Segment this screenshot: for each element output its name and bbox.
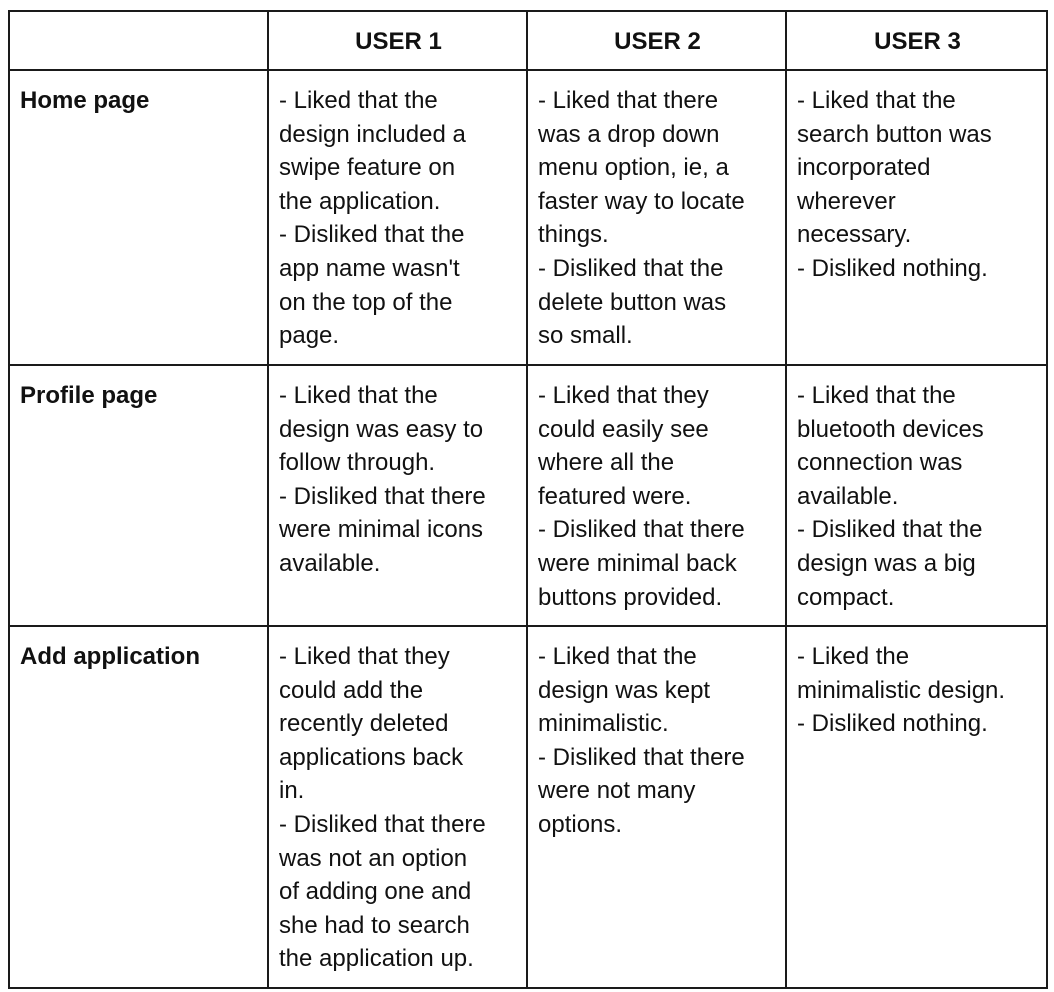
cell-text-line: - Disliked nothing.: [797, 710, 988, 738]
table-row-home-page: [9, 70, 1047, 365]
cell-add-application-user-1: [268, 626, 527, 988]
cell-text-line: - Liked that the: [279, 87, 438, 114]
cell-text-line: faster way to locate: [538, 187, 745, 215]
cell-text-line: on the top of the: [279, 288, 453, 316]
cell-text-line: things.: [538, 221, 609, 249]
cell-text-line: were minimal back: [538, 549, 737, 577]
cell-text-line: where all the: [538, 449, 675, 477]
cell-text-line: featured were.: [538, 482, 692, 510]
cell-text-line: were not many: [538, 777, 696, 805]
column-header-user-3: USER 3: [786, 11, 1047, 70]
column-header-user-1: USER 1: [268, 11, 527, 70]
cell-text-line: - Disliked that there: [279, 482, 486, 510]
cell-text-line: - Disliked that there: [279, 810, 486, 838]
header-corner-cell: [9, 11, 268, 70]
cell-text-line: - Disliked that the: [797, 516, 983, 544]
cell-text-line: bluetooth devices: [797, 415, 984, 443]
row-header-add-application: Add application: [9, 626, 268, 988]
cell-text-line: - Liked that the: [797, 382, 956, 409]
cell-text-line: options.: [538, 810, 623, 838]
cell-text-line: - Disliked nothing.: [797, 254, 988, 282]
cell-add-application-user-3: [786, 626, 1047, 988]
cell-text-line: minimalistic design.: [797, 676, 1006, 704]
cell-text-line: were minimal icons: [279, 516, 484, 544]
cell-text-line: available.: [797, 482, 899, 510]
cell-text-line: buttons provided.: [538, 583, 723, 611]
cell-text-line: search button was: [797, 120, 992, 148]
feedback-table: [8, 10, 1048, 989]
cell-home-page-user-3: [786, 70, 1047, 365]
header-row: [9, 11, 1047, 70]
row-header-home-page: Home page: [9, 70, 268, 365]
cell-profile-page-user-2: [527, 365, 786, 626]
cell-text-line: - Disliked that there: [538, 516, 745, 544]
cell-text-line: of adding one and: [279, 878, 472, 906]
cell-profile-page-user-1: [268, 365, 527, 626]
cell-text-line: - Liked that the: [538, 643, 697, 670]
cell-text-line: - Liked that they: [279, 643, 450, 670]
cell-text-line: in.: [279, 777, 305, 805]
cell-text-line: page.: [279, 322, 340, 350]
cell-home-page-user-1: [268, 70, 527, 365]
cell-text-line: applications back: [279, 743, 464, 771]
cell-text-line: incorporated: [797, 154, 931, 182]
cell-profile-page-user-3: [786, 365, 1047, 626]
cell-text-line: wherever: [797, 187, 896, 215]
cell-text-line: design was a big: [797, 549, 976, 577]
table-row-add-application: [9, 626, 1047, 988]
cell-text-line: connection was: [797, 449, 963, 477]
cell-text-line: was a drop down: [538, 120, 720, 148]
cell-text-line: - Disliked that there: [538, 743, 745, 771]
cell-home-page-user-2: [527, 70, 786, 365]
cell-text-line: - Liked the: [797, 643, 910, 670]
cell-text-line: so small.: [538, 322, 633, 350]
cell-text-line: the application.: [279, 187, 441, 215]
cell-text-line: follow through.: [279, 449, 436, 477]
cell-add-application-user-2: [527, 626, 786, 988]
cell-text-line: - Liked that they: [538, 382, 709, 409]
cell-text-line: - Disliked that the: [538, 254, 724, 282]
cell-text-line: minimalistic.: [538, 710, 669, 738]
cell-text-line: design was easy to: [279, 415, 484, 443]
cell-text-line: recently deleted: [279, 710, 449, 738]
column-header-user-2: USER 2: [527, 11, 786, 70]
cell-text-line: could add the: [279, 676, 424, 704]
cell-text-line: - Liked that the: [279, 382, 438, 409]
cell-text-line: available.: [279, 549, 381, 577]
cell-text-line: - Liked that the: [797, 87, 956, 114]
cell-text-line: the application up.: [279, 945, 474, 973]
cell-text-line: - Disliked that the: [279, 221, 465, 249]
row-header-profile-page: Profile page: [9, 365, 268, 626]
cell-text-line: compact.: [797, 583, 895, 611]
cell-text-line: was not an option: [279, 844, 468, 872]
table-row-profile-page: [9, 365, 1047, 626]
cell-text-line: menu option, ie, a: [538, 154, 729, 182]
cell-text-line: - Liked that there: [538, 87, 719, 114]
cell-text-line: could easily see: [538, 415, 709, 443]
cell-text-line: delete button was: [538, 288, 727, 316]
cell-text-line: necessary.: [797, 221, 912, 249]
cell-text-line: design was kept: [538, 676, 711, 704]
cell-text-line: app name wasn't: [279, 254, 460, 282]
cell-text-line: she had to search: [279, 911, 470, 939]
cell-text-line: swipe feature on: [279, 154, 456, 182]
cell-text-line: design included a: [279, 120, 466, 148]
